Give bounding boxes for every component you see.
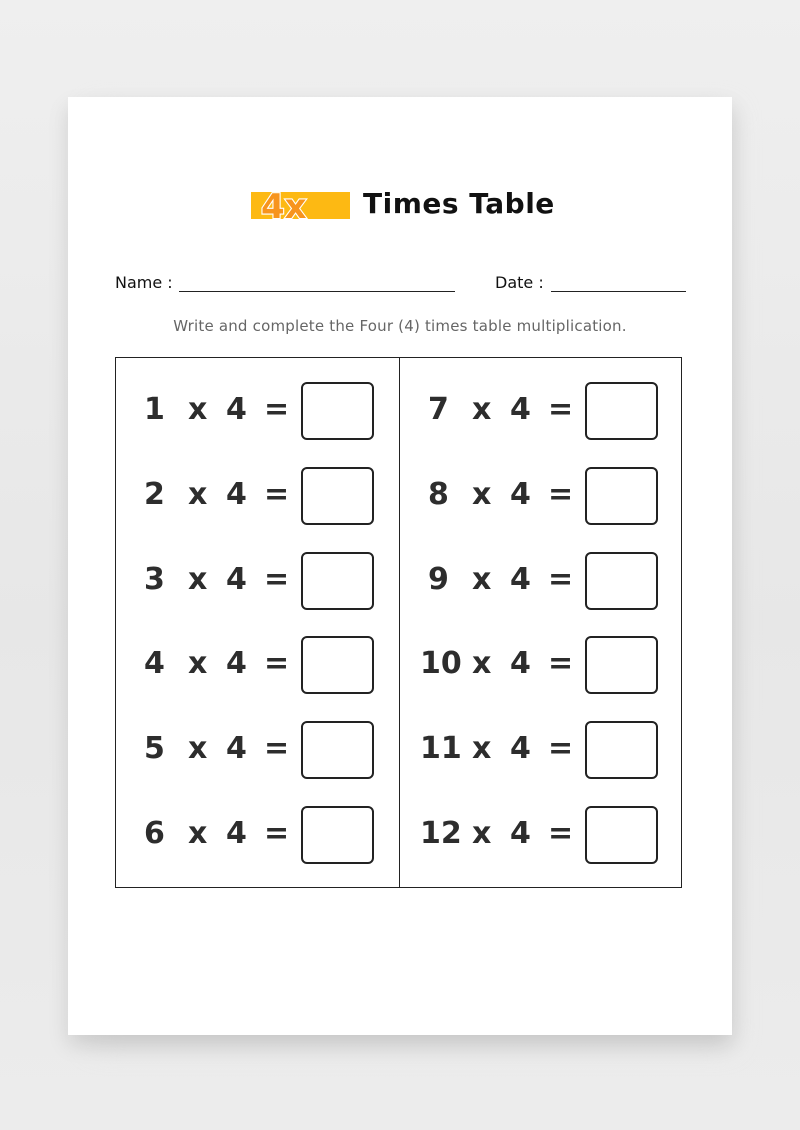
multiplier: 4: [510, 477, 531, 512]
equals-sign: =: [264, 816, 290, 851]
worksheet-page: [68, 97, 732, 1035]
multiplicand: 2: [144, 477, 165, 512]
multiplier: 4: [226, 562, 247, 597]
problems-table: [115, 357, 682, 888]
multiply-sign: x: [472, 562, 492, 597]
times-four-logo: [251, 189, 350, 222]
multiplicand: 9: [428, 562, 449, 597]
equals-sign: =: [548, 646, 574, 681]
problem-row: [116, 552, 399, 612]
answer-box[interactable]: [585, 382, 658, 440]
name-line[interactable]: [179, 291, 455, 292]
answer-box[interactable]: [301, 806, 374, 864]
multiplier: 4: [226, 731, 247, 766]
date-label: Date :: [495, 273, 544, 292]
multiply-sign: x: [472, 392, 492, 427]
multiplicand: 4: [144, 646, 165, 681]
answer-box[interactable]: [585, 636, 658, 694]
multiply-sign: x: [188, 816, 208, 851]
problem-row: [400, 467, 683, 527]
instructions-text: Write and complete the Four (4) times table multiplication.: [173, 317, 627, 335]
right-column: [400, 358, 683, 887]
multiply-sign: x: [188, 392, 208, 427]
multiplier: 4: [226, 392, 247, 427]
multiplicand: 10: [420, 646, 462, 681]
equals-sign: =: [548, 816, 574, 851]
problem-row: [116, 467, 399, 527]
multiplicand: 3: [144, 562, 165, 597]
answer-box[interactable]: [301, 467, 374, 525]
answer-box[interactable]: [301, 382, 374, 440]
multiplier: 4: [510, 392, 531, 427]
multiply-sign: x: [472, 646, 492, 681]
equals-sign: =: [264, 646, 290, 681]
equals-sign: =: [264, 392, 290, 427]
answer-box[interactable]: [585, 806, 658, 864]
answer-box[interactable]: [585, 467, 658, 525]
multiplicand: 5: [144, 731, 165, 766]
multiply-sign: x: [472, 816, 492, 851]
problem-row: [116, 806, 399, 866]
problem-row: [400, 552, 683, 612]
problem-row: [400, 721, 683, 781]
date-line[interactable]: [551, 291, 686, 292]
multiplier: 4: [510, 816, 531, 851]
equals-sign: =: [548, 392, 574, 427]
multiplicand: 6: [144, 816, 165, 851]
multiplier: 4: [226, 477, 247, 512]
multiply-sign: x: [472, 477, 492, 512]
equals-sign: =: [264, 477, 290, 512]
student-info-row: [115, 273, 687, 297]
problem-row: [116, 721, 399, 781]
answer-box[interactable]: [301, 721, 374, 779]
multiply-sign: x: [188, 562, 208, 597]
multiply-sign: x: [472, 731, 492, 766]
multiply-sign: x: [188, 477, 208, 512]
multiplicand: 7: [428, 392, 449, 427]
problem-row: [400, 636, 683, 696]
multiplicand: 12: [420, 816, 462, 851]
answer-box[interactable]: [585, 721, 658, 779]
left-column: [116, 358, 399, 887]
equals-sign: =: [548, 477, 574, 512]
multiplier: 4: [510, 646, 531, 681]
problem-row: [400, 382, 683, 442]
logo-text: 4x: [261, 189, 307, 222]
multiplicand: 11: [420, 731, 462, 766]
multiplier: 4: [510, 731, 531, 766]
multiplier: 4: [226, 816, 247, 851]
worksheet-header: [68, 177, 732, 229]
multiplicand: 1: [144, 392, 165, 427]
equals-sign: =: [264, 562, 290, 597]
answer-box[interactable]: [301, 636, 374, 694]
problem-row: [116, 382, 399, 442]
multiplicand: 8: [428, 477, 449, 512]
multiplier: 4: [510, 562, 531, 597]
answer-box[interactable]: [301, 552, 374, 610]
name-label: Name :: [115, 273, 173, 292]
equals-sign: =: [548, 562, 574, 597]
answer-box[interactable]: [585, 552, 658, 610]
problem-row: [116, 636, 399, 696]
equals-sign: =: [264, 731, 290, 766]
equals-sign: =: [548, 731, 574, 766]
problem-row: [400, 806, 683, 866]
worksheet-title: Times Table: [363, 187, 555, 220]
multiply-sign: x: [188, 731, 208, 766]
multiplier: 4: [226, 646, 247, 681]
multiply-sign: x: [188, 646, 208, 681]
